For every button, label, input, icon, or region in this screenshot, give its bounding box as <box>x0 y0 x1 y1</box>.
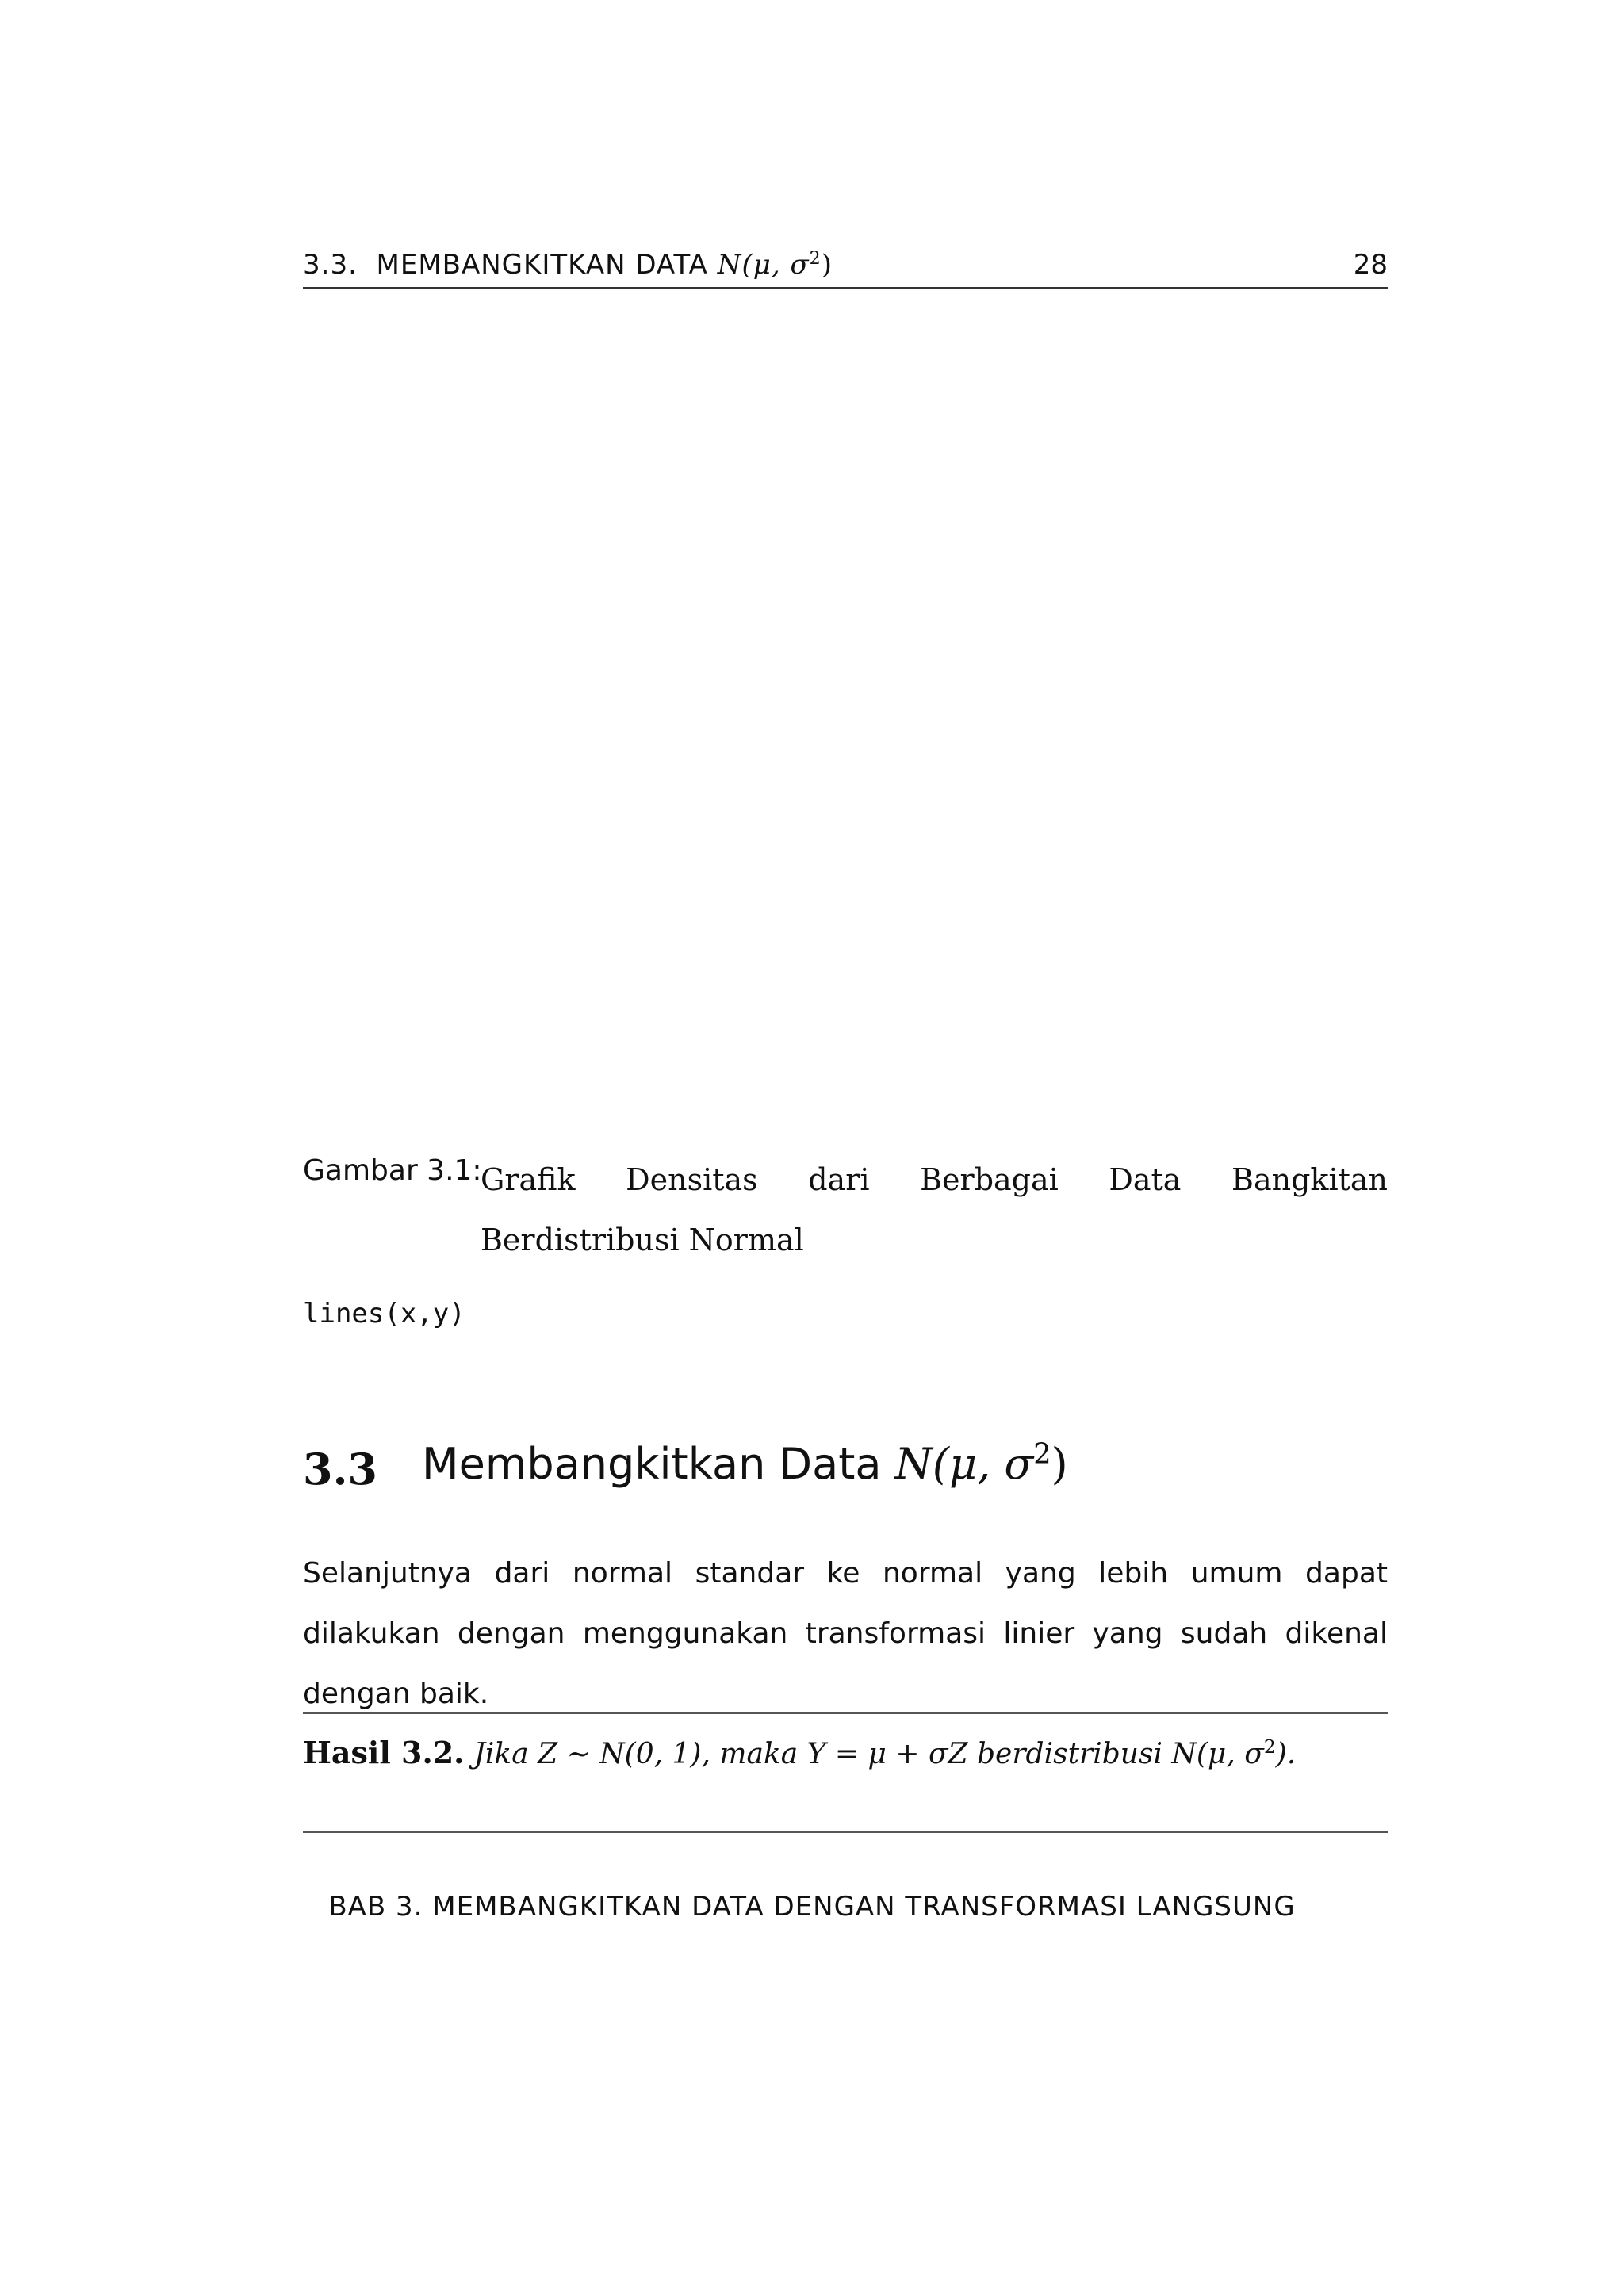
caption-label: Gambar 3.1: <box>303 1154 482 1187</box>
theorem-result <box>303 1735 1388 1770</box>
running-header-title <box>303 249 833 281</box>
caption-text: Grafik Densitas dari Berbagai Data Bangkitan Berdistribusi Normal <box>481 1162 1388 1257</box>
theorem-top-rule <box>303 1712 1388 1714</box>
header-title-math: N(μ, $\sigma^2$) <box>717 247 833 281</box>
header-title-text: MEMBANGKITKAN DATA <box>376 249 708 281</box>
section-heading <box>303 1439 1388 1510</box>
running-footer: BAB 3. MEMBANGKITKAN DATA DENGAN TRANSFORMASI LANGSUNG <box>328 1891 1296 1923</box>
figure-area <box>303 301 1388 1134</box>
code-line: lines(x,y) <box>303 1298 465 1330</box>
theorem-body: Jika Z ∼ N(0, 1), maka Y = μ + σZ berdistribusi N(μ, $\sigma^2$). <box>473 1735 1297 1770</box>
theorem-label: Hasil 3.2. <box>303 1735 465 1770</box>
theorem-bottom-rule <box>303 1831 1388 1833</box>
body-paragraph: Selanjutnya dari normal standar ke normal yang lebih umum dapat dilakukan dengan menggunakan transformasi linier yang sudah dikenal dengan baik. <box>303 1557 1388 1710</box>
page-number: 28 <box>1353 249 1388 281</box>
header-section-ref: 3.3. <box>303 249 358 281</box>
section-number: 3.3 <box>303 1444 377 1494</box>
section-title: Membangkitkan Data N(μ, $\sigma^2$) <box>422 1437 1068 1489</box>
running-header <box>303 244 1388 289</box>
